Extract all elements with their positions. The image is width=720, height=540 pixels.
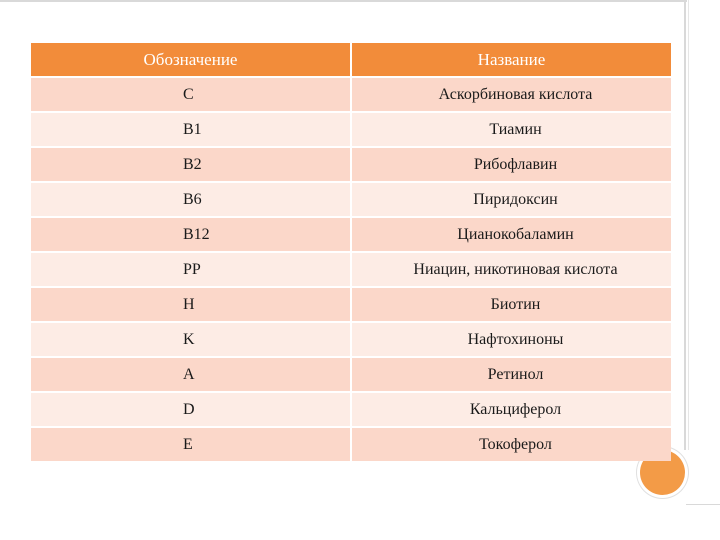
vitamin-name: Ретинол	[351, 357, 671, 392]
vitamin-name: Кальциферол	[351, 392, 671, 427]
table-row	[31, 182, 671, 217]
vitamin-symbol: K	[31, 322, 351, 357]
slide-frame-top-line	[0, 0, 687, 2]
vitamins-table	[31, 43, 671, 461]
vitamin-name: Биотин	[351, 287, 671, 322]
vitamin-name: Аскорбиновая кислота	[351, 77, 671, 112]
table-row	[31, 112, 671, 147]
table-row	[31, 252, 671, 287]
vitamin-name: Пиридоксин	[351, 182, 671, 217]
vitamin-symbol: A	[31, 357, 351, 392]
vitamin-name: Рибофлавин	[351, 147, 671, 182]
vitamin-symbol: C	[31, 77, 351, 112]
table-row	[31, 322, 671, 357]
table-row	[31, 217, 671, 252]
vitamin-symbol: B12	[31, 217, 351, 252]
vitamin-symbol: E	[31, 427, 351, 461]
vitamin-symbol: B6	[31, 182, 351, 217]
vitamin-symbol: B2	[31, 147, 351, 182]
vitamin-name: Тиамин	[351, 112, 671, 147]
column-header-designation: Обозначение	[31, 43, 351, 77]
column-header-name: Название	[351, 43, 671, 77]
vitamin-name: Нафтохиноны	[351, 322, 671, 357]
table-row	[31, 357, 671, 392]
vitamin-symbol: B1	[31, 112, 351, 147]
table-row	[31, 147, 671, 182]
vitamin-symbol: D	[31, 392, 351, 427]
vitamin-name: Токоферол	[351, 427, 671, 461]
vitamin-symbol: PP	[31, 252, 351, 287]
table-row	[31, 77, 671, 112]
slide-frame-right-inner-line	[688, 0, 689, 450]
slide-frame-right-line	[684, 0, 686, 450]
table-row	[31, 392, 671, 427]
table-row	[31, 427, 671, 461]
vitamin-name: Ниацин, никотиновая кислота	[351, 252, 671, 287]
slide-frame-bottom-line	[686, 504, 720, 505]
table-row	[31, 287, 671, 322]
vitamin-name: Цианокобаламин	[351, 217, 671, 252]
table-header-row	[31, 43, 671, 77]
vitamin-symbol: H	[31, 287, 351, 322]
